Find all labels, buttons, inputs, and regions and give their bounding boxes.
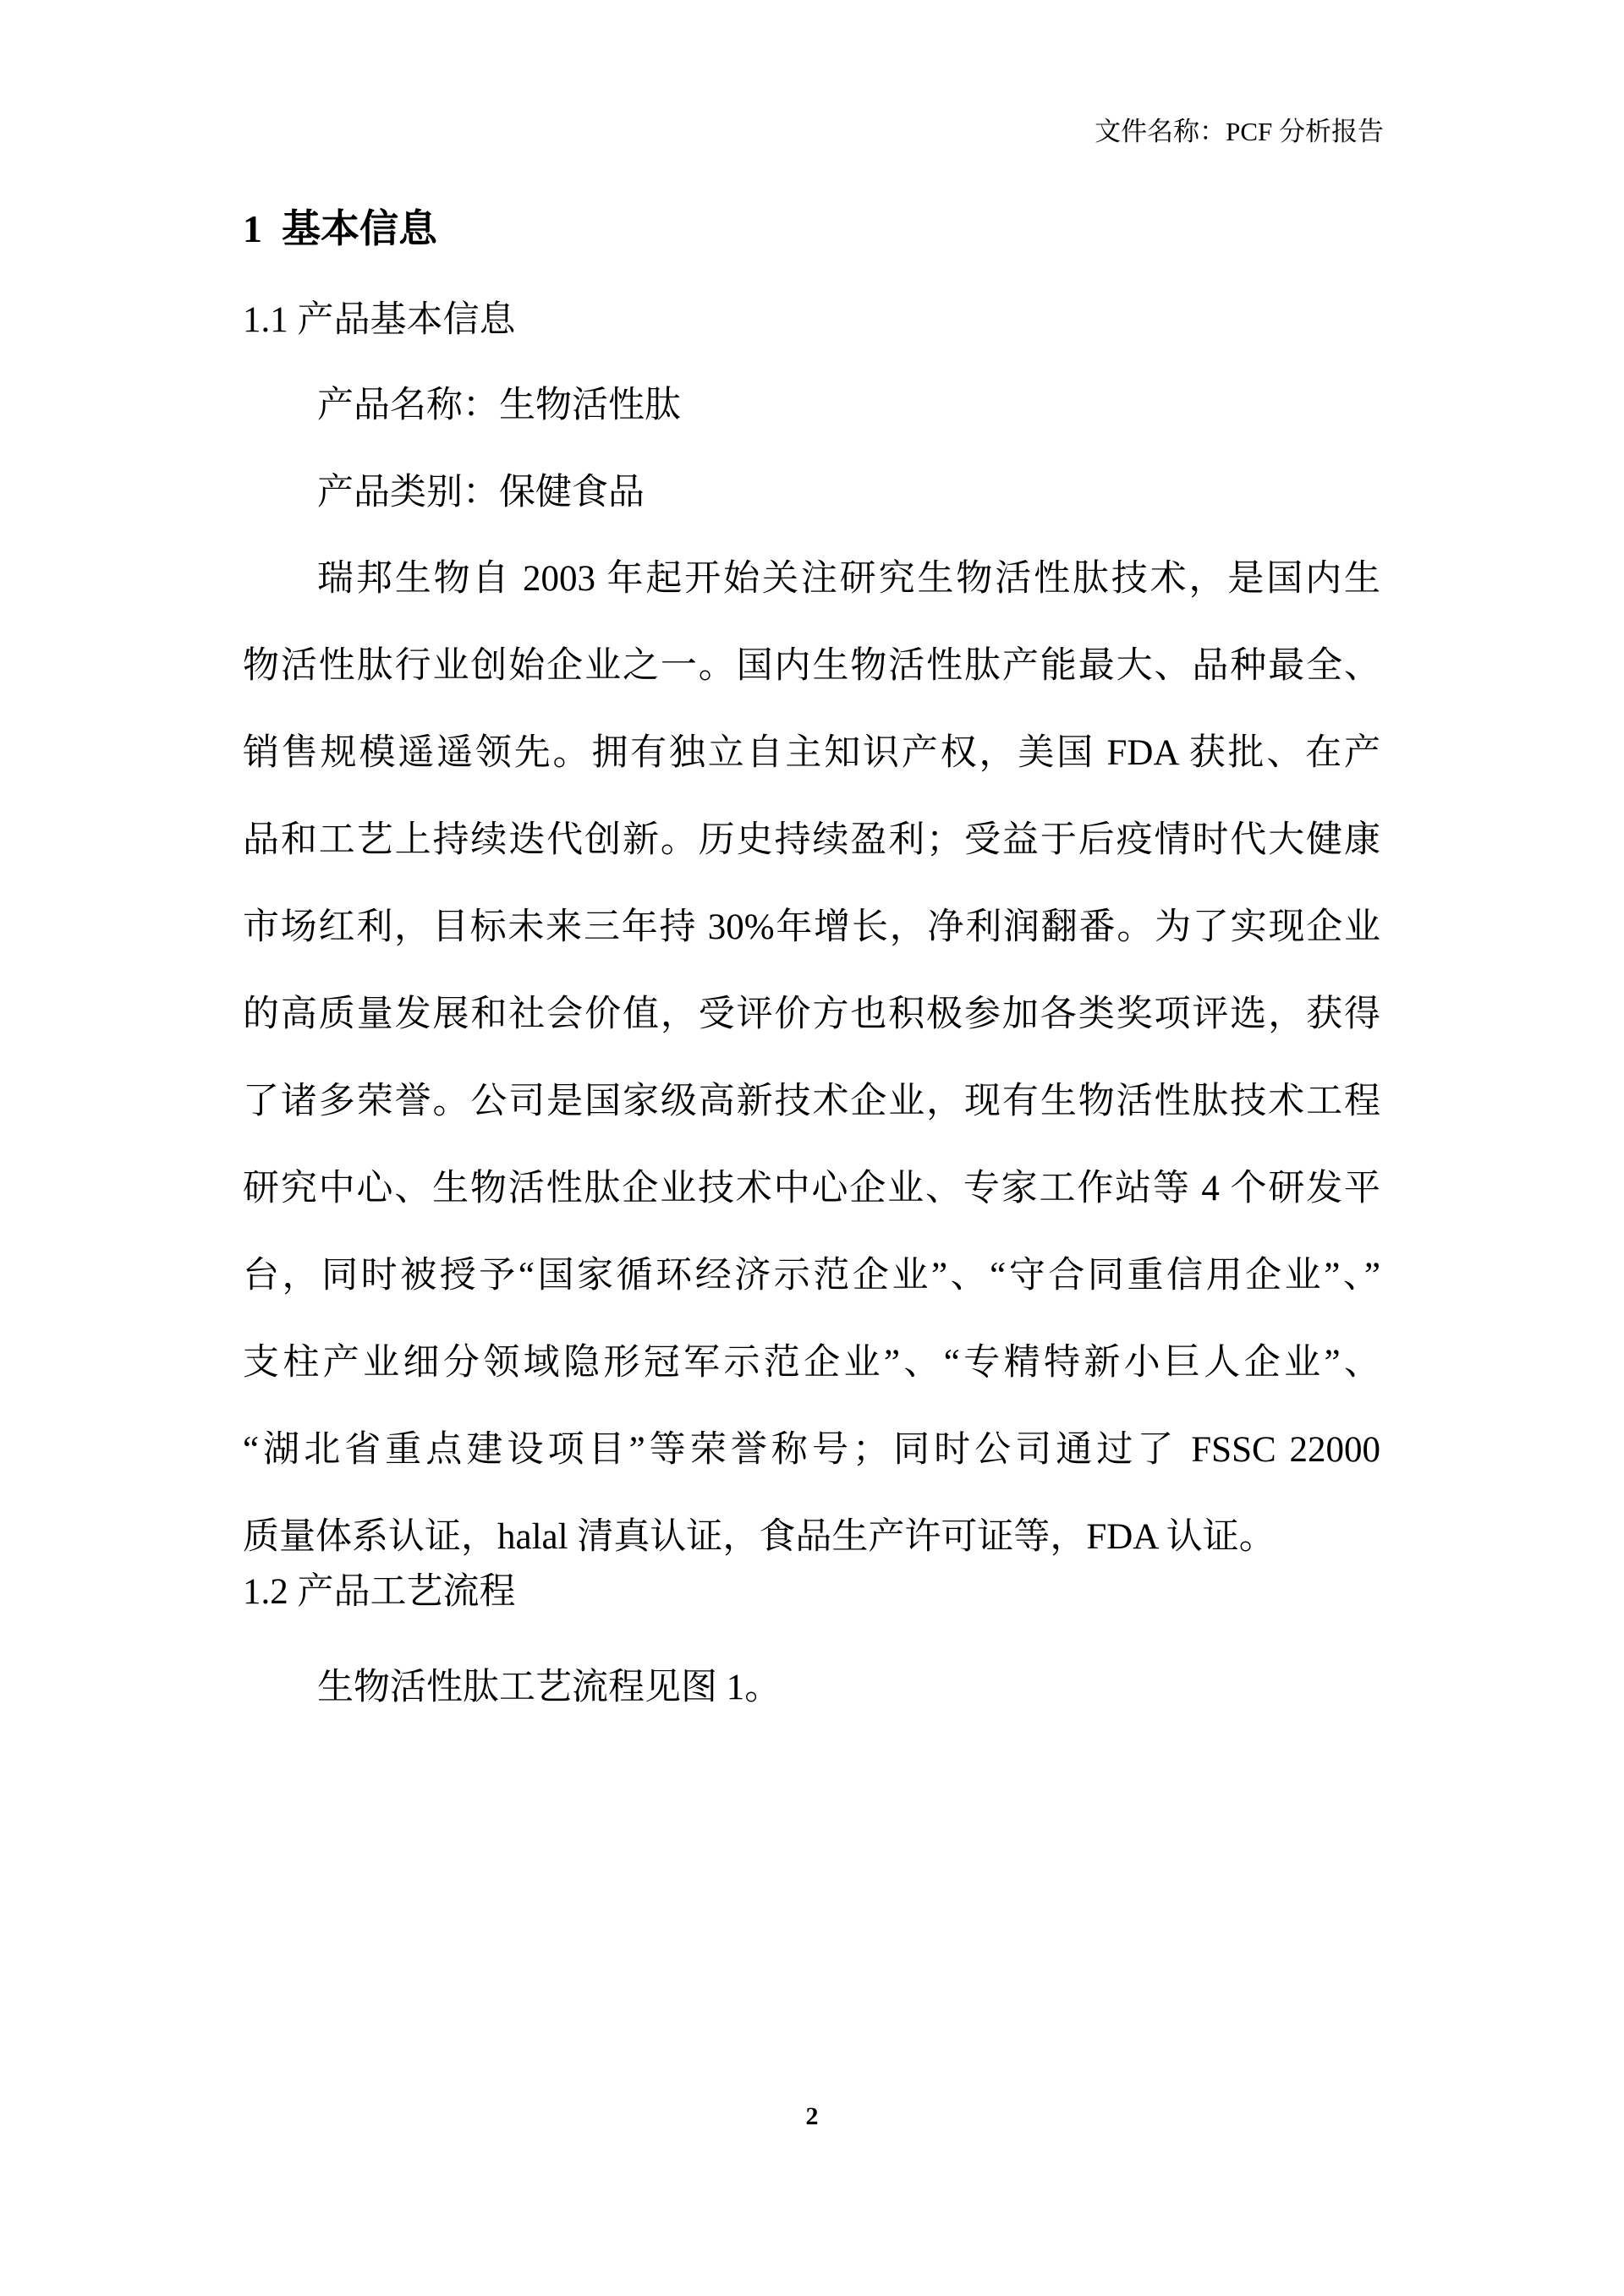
product-category-line: 产品类别：保健食品 [317,473,645,512]
heading-basic-info: 1 基本信息 [243,207,437,250]
process-flow-reference-line: 生物活性肽工艺流程见图 1。 [317,1668,782,1707]
product-info-block [243,362,1380,536]
paragraph-line: 品和工艺上持续迭代创新。历史持续盈利；受益于后疫情时代大健康 [243,820,1380,860]
heading-product-basic-info: 1.1 产品基本信息 [243,300,516,340]
paragraph-line: 瑞邦生物自 2003 年起开始关注研究生物活性肽技术，是国内生 [317,559,1380,599]
document-header-filename: 文件名称：PCF 分析报告 [1095,117,1384,146]
page-number: 2 [805,2102,819,2130]
paragraph-line: 研究中心、生物活性肽企业技术中心企业、专家工作站等 4 个研发平 [243,1169,1380,1208]
product-name-line: 产品名称：生物活性肽 [317,386,681,425]
paragraph-line: 物活性肽行业创始企业之一。国内生物活性肽产能最大、品种最全、 [243,646,1380,686]
paragraph-line: 台，同时被授予“国家循环经济示范企业”、“守合同重信用企业”、” [243,1256,1380,1296]
paragraph-line: 支柱产业细分领域隐形冠军示范企业”、“专精特新小巨人企业”、 [243,1343,1380,1383]
paragraph-line: 的高质量发展和社会价值，受评价方也积极参加各类奖项评选，获得 [243,995,1380,1034]
company-introduction-paragraph [243,535,1380,1581]
paragraph-line: 了诸多荣誉。公司是国家级高新技术企业，现有生物活性肽技术工程 [243,1082,1380,1121]
paragraph-line: 质量体系认证，halal 清真认证，食品生产许可证等，FDA 认证。 [243,1517,1276,1557]
paragraph-line: “湖北省重点建设项目”等荣誉称号；同时公司通过了 FSSC 22000 [243,1430,1380,1470]
heading-product-process-flow: 1.2 产品工艺流程 [243,1572,516,1612]
paragraph-line: 销售规模遥遥领先。拥有独立自主知识产权，美国 FDA 获批、在产 [243,733,1380,773]
paragraph-line: 市场红利，目标未来三年持 30%年增长，净利润翻番。为了实现企业 [243,907,1380,947]
